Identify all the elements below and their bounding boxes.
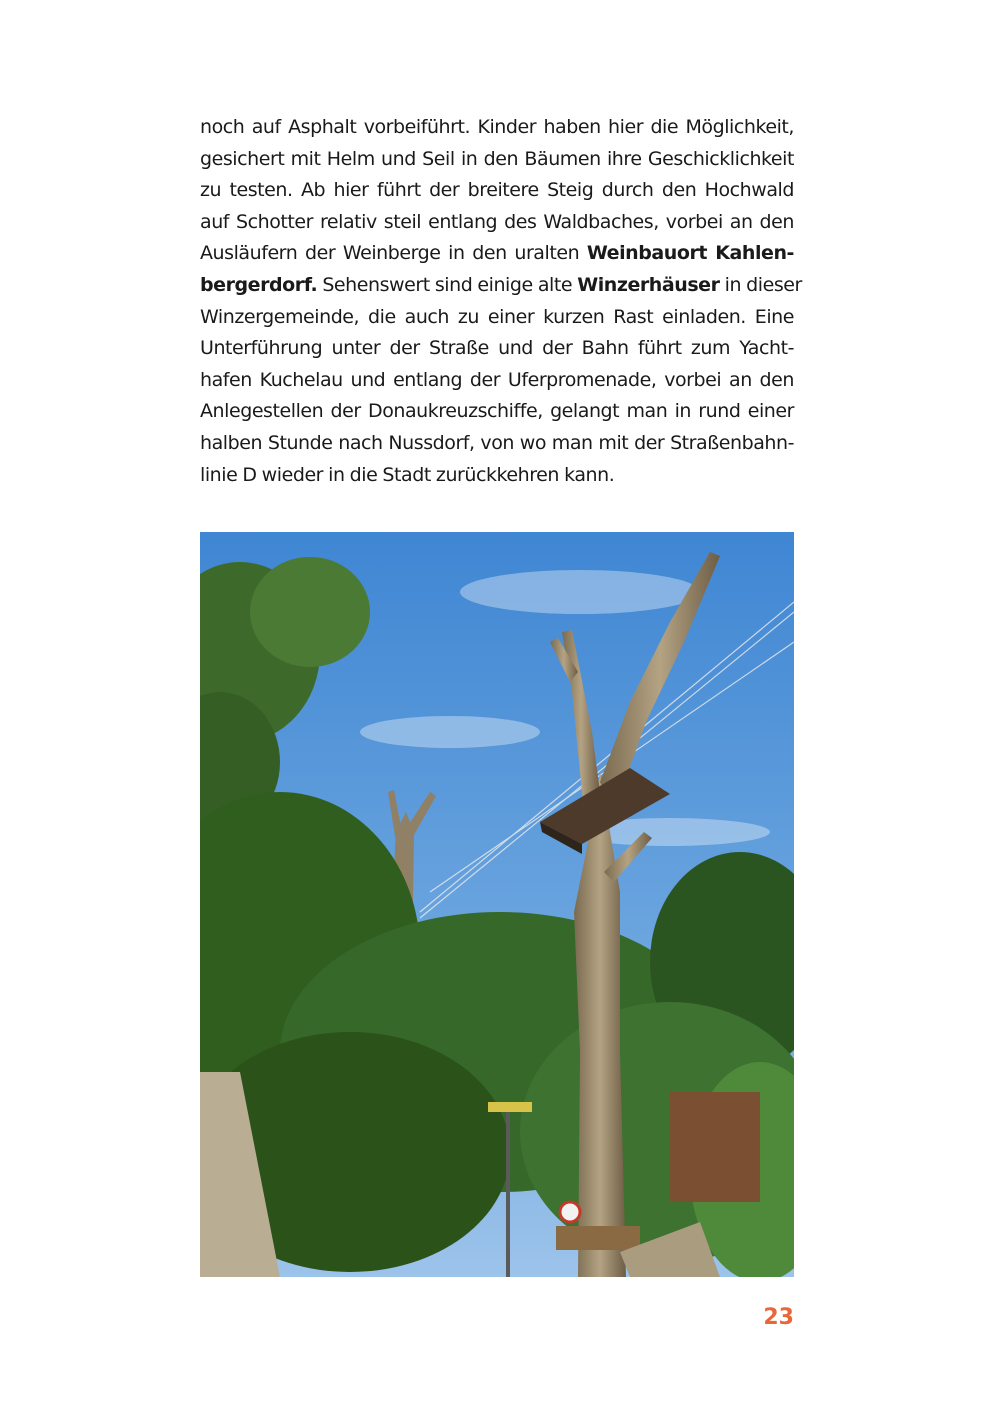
text-line: Unterführung unter der Straße und der Bahn führt zum Yacht-: [200, 337, 794, 360]
text-line: zu testen. Ab hier führt der breitere Steig durch den Hochwald: [200, 179, 794, 202]
text-line: halben Stunde nach Nussdorf, von wo man mit der Straßenbahn-: [200, 431, 794, 454]
yellow-sign: [488, 1102, 532, 1112]
text-line: linie D wieder in die Stadt zurückkehren kann.: [200, 463, 615, 486]
bold-place-name: Weinbauort Kahlen-: [586, 242, 794, 265]
wooden-hut: [670, 1092, 760, 1202]
wooden-base: [556, 1226, 640, 1250]
text-line: [200, 238, 794, 270]
page-number: 23: [763, 1305, 794, 1330]
text-line: noch auf Asphalt vorbeiführt. Kinder haben hier die Möglichkeit,: [200, 116, 794, 138]
sign-post: [506, 1112, 510, 1277]
text-line: hafen Kuchelau und entlang der Uferpromenade, vorbei an den: [200, 368, 794, 391]
text-run: in dieser: [719, 273, 802, 296]
body-paragraph: [200, 112, 802, 491]
bold-term: Winzerhäuser: [577, 273, 720, 296]
text-line: Winzergemeinde, die auch zu einer kurzen Rast einladen. Eine: [200, 305, 794, 328]
text-line: [200, 270, 802, 302]
text-line: auf Schotter relativ steil entlang des Waldbaches, vorbei an den: [200, 210, 794, 233]
text-line: Anlegestellen der Donaukreuzschiffe, gelangt man in rund einer: [200, 400, 794, 423]
text-run: Sehenswert sind einige alte: [317, 273, 578, 296]
round-sign: [560, 1202, 580, 1222]
text-line: gesichert mit Helm und Seil in den Bäumen ihre Geschicklichkeit: [200, 147, 794, 170]
text-run: Ausläufern der Weinberge in den uralten: [200, 242, 587, 265]
photo-illustration: [200, 532, 794, 1277]
forest-ropes-course-photo: [200, 532, 794, 1277]
bold-place-name: bergerdorf.: [200, 273, 318, 296]
